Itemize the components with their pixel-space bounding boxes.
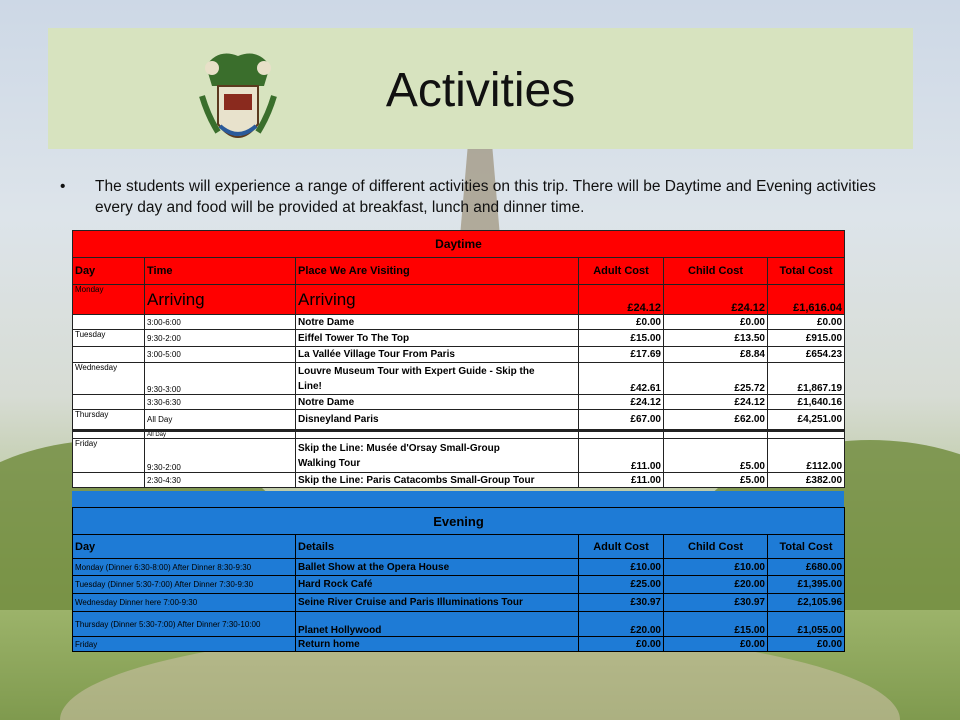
row-time: 3:00-5:00 <box>145 347 296 363</box>
row-child: £24.12 <box>664 395 768 410</box>
row-total: £0.00 <box>768 315 845 330</box>
row-total: £2,105.96 <box>768 594 845 612</box>
daytime-header: Daytime <box>73 231 845 258</box>
table-row <box>73 439 845 473</box>
row-details: Ballet Show at the Opera House <box>296 559 579 576</box>
row-day: Tuesday (Dinner 5:30-7:00) After Dinner 7:30-9:30 <box>73 576 296 594</box>
row-time: 9:30-3:00 <box>145 363 296 395</box>
row-adult: £11.00 <box>579 473 664 488</box>
evening-header: Evening <box>73 508 845 535</box>
col-child-cost: Child Cost <box>664 535 768 559</box>
table-row <box>73 285 845 315</box>
row-day: Thursday (Dinner 5:30-7:00) After Dinner 7:30-10:00 <box>73 612 296 637</box>
row-place: Eiffel Tower To The Top <box>296 330 579 347</box>
row-place-line: Louvre Museum Tour with Expert Guide - Skip the <box>298 365 535 377</box>
row-time: 9:30-2:00 <box>145 439 296 473</box>
row-place <box>296 439 579 473</box>
table-row <box>73 473 845 488</box>
row-day <box>73 347 145 363</box>
col-total-cost: Total Cost <box>768 535 845 559</box>
row-child: £0.00 <box>664 315 768 330</box>
daytime-table <box>72 230 845 488</box>
row-place: Skip the Line: Paris Catacombs Small-Group Tour <box>296 473 579 488</box>
table-row <box>73 431 845 439</box>
row-day <box>73 315 145 330</box>
table-row <box>73 410 845 431</box>
row-place-line: Line! <box>298 380 322 392</box>
row-child: £15.00 <box>664 612 768 637</box>
row-total: £382.00 <box>768 473 845 488</box>
row-place-line: Walking Tour <box>298 457 361 469</box>
table-row <box>73 330 845 347</box>
row-place <box>296 431 579 439</box>
row-adult: £15.00 <box>579 330 664 347</box>
col-time: Time <box>145 258 296 285</box>
row-day <box>73 431 145 439</box>
row-total: £1,395.00 <box>768 576 845 594</box>
col-child-cost: Child Cost <box>664 258 768 285</box>
row-child: £5.00 <box>664 439 768 473</box>
col-details: Details <box>296 535 579 559</box>
evening-columns <box>73 535 845 559</box>
col-day: Day <box>73 535 296 559</box>
row-total: £1,640.16 <box>768 395 845 410</box>
row-day: Monday (Dinner 6:30-8:00) After Dinner 8:30-9:30 <box>73 559 296 576</box>
row-adult: £0.00 <box>579 637 664 652</box>
row-total: £1,616.04 <box>768 285 845 315</box>
row-adult: £0.00 <box>579 315 664 330</box>
row-time: 3:00-6:00 <box>145 315 296 330</box>
bullet-icon: • <box>60 178 66 195</box>
col-place: Place We Are Visiting <box>296 258 579 285</box>
row-child: £24.12 <box>664 285 768 315</box>
col-total-cost: Total Cost <box>768 258 845 285</box>
table-row <box>73 637 845 652</box>
row-place: La Vallée Village Tour From Paris <box>296 347 579 363</box>
row-adult: £20.00 <box>579 612 664 637</box>
row-total: £1,867.19 <box>768 363 845 395</box>
row-child: £10.00 <box>664 559 768 576</box>
row-total: £0.00 <box>768 637 845 652</box>
row-adult: £25.00 <box>579 576 664 594</box>
row-place <box>296 363 579 395</box>
row-total: £680.00 <box>768 559 845 576</box>
row-day: Tuesday <box>73 330 145 347</box>
row-day <box>73 473 145 488</box>
row-details: Return home <box>296 637 579 652</box>
col-adult-cost: Adult Cost <box>579 258 664 285</box>
row-day: Monday <box>73 285 145 315</box>
row-adult: £42.61 <box>579 363 664 395</box>
table-row <box>73 612 845 637</box>
row-total: £1,055.00 <box>768 612 845 637</box>
row-day <box>73 395 145 410</box>
row-total: £4,251.00 <box>768 410 845 431</box>
row-time: 9:30-2:00 <box>145 330 296 347</box>
row-day: Friday <box>73 637 296 652</box>
row-day: Wednesday Dinner here 7:00-9:30 <box>73 594 296 612</box>
table-row <box>73 594 845 612</box>
table-row <box>73 315 845 330</box>
title-band <box>48 28 913 149</box>
section-divider <box>72 491 844 507</box>
row-details: Seine River Cruise and Paris Illuminations Tour <box>296 594 579 612</box>
evening-table <box>72 507 845 652</box>
row-child: £0.00 <box>664 637 768 652</box>
row-child: £13.50 <box>664 330 768 347</box>
row-total <box>768 431 845 439</box>
row-place: Notre Dame <box>296 315 579 330</box>
row-child: £62.00 <box>664 410 768 431</box>
row-adult: £24.12 <box>579 395 664 410</box>
row-place: Arriving <box>296 285 579 315</box>
row-time: All Day <box>145 410 296 431</box>
row-child: £5.00 <box>664 473 768 488</box>
daytime-columns <box>73 258 845 285</box>
col-adult-cost: Adult Cost <box>579 535 664 559</box>
page-title: Activities <box>385 64 576 117</box>
row-place: Notre Dame <box>296 395 579 410</box>
row-child: £25.72 <box>664 363 768 395</box>
row-adult: £17.69 <box>579 347 664 363</box>
row-adult: £24.12 <box>579 285 664 315</box>
row-adult: £10.00 <box>579 559 664 576</box>
table-row <box>73 395 845 410</box>
row-time: 2:30-4:30 <box>145 473 296 488</box>
table-row <box>73 363 845 395</box>
row-total: £654.23 <box>768 347 845 363</box>
row-adult: £30.97 <box>579 594 664 612</box>
table-row <box>73 559 845 576</box>
row-time: Arriving <box>145 285 296 315</box>
row-child <box>664 431 768 439</box>
row-total: £112.00 <box>768 439 845 473</box>
row-place: Disneyland Paris <box>296 410 579 431</box>
row-details: Hard Rock Café <box>296 576 579 594</box>
row-adult <box>579 431 664 439</box>
row-time: 3:30-6:30 <box>145 395 296 410</box>
intro-text: The students will experience a range of different activities on this trip. There will be Daytime and Evening activities every day and food will be provided at breakfast, lunch and dinner time. <box>95 178 876 216</box>
row-child: £8.84 <box>664 347 768 363</box>
row-place-line: Skip the Line: Musée d'Orsay Small-Group <box>298 442 500 454</box>
row-day: Thursday <box>73 410 145 431</box>
row-day: Wednesday <box>73 363 145 395</box>
col-day: Day <box>73 258 145 285</box>
table-row <box>73 347 845 363</box>
row-details: Planet Hollywood <box>296 612 579 637</box>
row-day: Friday <box>73 439 145 473</box>
row-total: £915.00 <box>768 330 845 347</box>
row-adult: £11.00 <box>579 439 664 473</box>
row-time: All Day <box>145 431 296 439</box>
row-child: £20.00 <box>664 576 768 594</box>
row-adult: £67.00 <box>579 410 664 431</box>
table-row <box>73 576 845 594</box>
row-child: £30.97 <box>664 594 768 612</box>
